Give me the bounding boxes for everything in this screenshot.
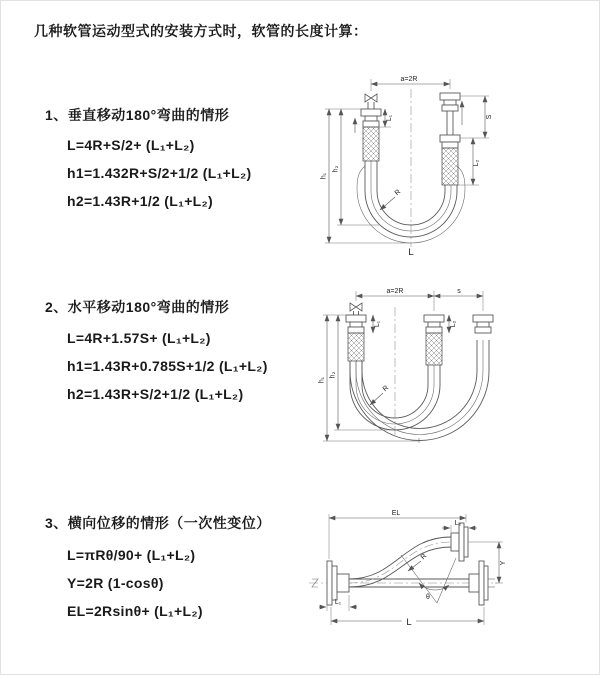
dim-span — [356, 288, 483, 311]
radius-label: R — [381, 384, 391, 394]
dim-stroke — [460, 96, 493, 138]
formula-line: L=πRθ/90+ (L₁+L₂) — [67, 547, 196, 563]
section-2-heading: 2、水平移动180°弯曲的情形 — [45, 299, 230, 315]
right-pipe-assembly — [473, 315, 493, 333]
section-3-formulas — [67, 541, 203, 625]
dim-fitting-left — [373, 315, 381, 333]
height-outer-label: h₁ — [318, 376, 326, 384]
valve-icon — [365, 94, 377, 109]
formula-line: h1=1.432R+S/2+1/2 (L₁+L₂) — [67, 165, 252, 181]
radius-label: R — [393, 188, 403, 198]
dim-span — [371, 76, 450, 91]
formula-line: h2=1.43R+S/2+1/2 (L₁+L₂) — [67, 386, 244, 402]
dim-fitting-right — [449, 315, 457, 333]
dim-length — [331, 607, 484, 628]
span-dim-label: a=2R — [400, 76, 418, 83]
formula-line: L=4R+S/2+ (L₁+L₂) — [67, 137, 195, 153]
fitting-right-label: L₂ — [473, 159, 480, 167]
fitting-right-label: L₂ — [454, 520, 462, 527]
dim-shift — [434, 288, 483, 296]
section-2-formulas — [67, 324, 268, 408]
fitting-right-label: L₂ — [450, 320, 457, 328]
page-title: 几种软管运动型式的安装方式时，软管的长度计算： — [34, 23, 368, 39]
length-label: L — [408, 247, 414, 258]
radius-callout — [370, 385, 390, 405]
offset-label: Y — [500, 560, 507, 566]
formula-line: h2=1.43R+1/2 (L₁+L₂) — [67, 193, 214, 209]
height-inner-label: h₂ — [332, 165, 340, 173]
dim-fitting-right — [458, 138, 480, 185]
formula-line: L=4R+1.57S+ (L₁+L₂) — [67, 330, 211, 346]
stroke-label: S — [486, 114, 493, 120]
formula-line: h1=1.43R+0.785S+1/2 (L₁+L₂) — [67, 358, 268, 374]
hose-u-bend-position-2 — [350, 340, 489, 443]
dim-el — [329, 510, 466, 559]
formula-line: Y=2R (1-cosθ) — [67, 575, 164, 591]
length-label: L — [406, 617, 412, 628]
diagram-lateral-displacement — [301, 503, 516, 653]
dim-fitting-left — [319, 595, 357, 611]
middle-pipe-assembly — [424, 315, 444, 365]
shift-dim-label: s — [457, 288, 461, 295]
diagram-vertical-movement-u-bend — [321, 71, 496, 261]
right-pipe-assembly — [440, 93, 460, 185]
section-1-heading: 1、垂直移动180°弯曲的情形 — [45, 107, 230, 123]
fitting-left-label: L₁ — [374, 320, 381, 328]
left-pipe-assembly — [361, 109, 381, 161]
radius-callout — [380, 189, 402, 210]
formula-line: EL=2Rsinθ+ (L₁+L₂) — [67, 603, 203, 619]
valve-icon — [350, 303, 362, 315]
fitting-left-label: L₁ — [334, 599, 342, 606]
span-dim-label: a=2R — [386, 288, 404, 295]
radius-label: R — [419, 552, 429, 562]
section-1-formulas — [67, 131, 252, 215]
height-outer-label: h₁ — [320, 172, 328, 180]
height-inner-label: h₂ — [329, 371, 337, 379]
left-pipe-assembly — [346, 315, 366, 361]
el-label: EL — [391, 510, 401, 517]
fitting-left-label: L₁ — [386, 114, 393, 122]
diagram-horizontal-movement-u-bend — [319, 283, 509, 455]
angle-label: θ — [426, 594, 430, 601]
hose-displaced-position — [349, 523, 468, 587]
section-3-heading: 3、横向位移的情形（一次性变位） — [45, 515, 271, 531]
